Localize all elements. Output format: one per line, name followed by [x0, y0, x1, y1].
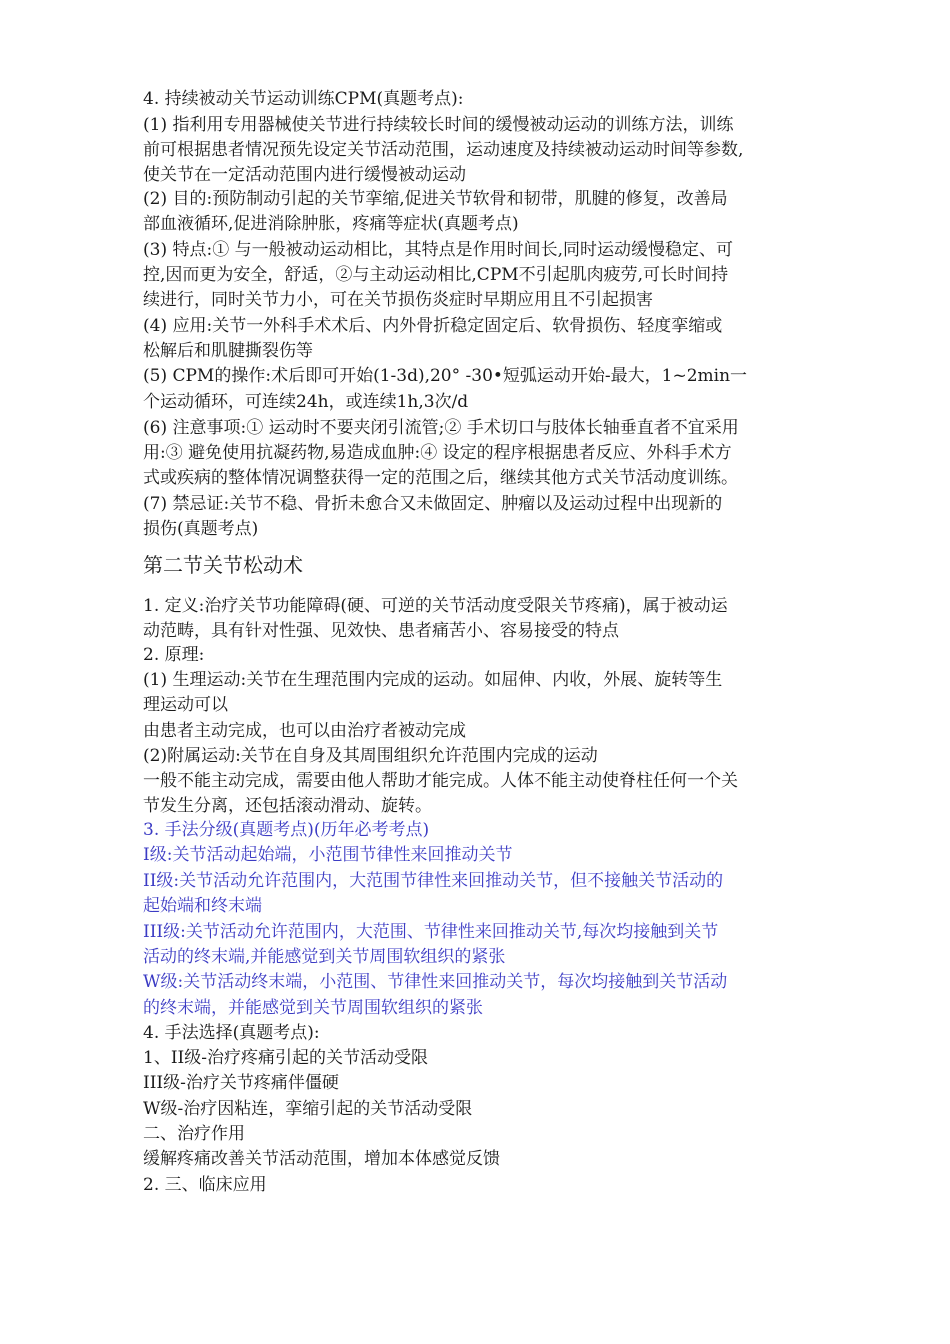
paragraph-line: 前可根据患者情况预先设定关节活动范围，运动速度及持续被动运动时间等参数,	[143, 140, 744, 160]
highlight-line: 活动的终末端,并能感觉到关节周围软组织的紧张	[143, 947, 506, 967]
paragraph-line: 1. 定义:治疗关节功能障碍(硬、可逆的关节活动度受限关节疼痛)，属于被动运	[143, 596, 728, 616]
paragraph-line: III级-治疗关节疼痛伴僵硬	[143, 1073, 339, 1093]
paragraph-line: (4) 应用:关节一外科手术术后、内外骨折稳定固定后、软骨损伤、轻度挛缩或	[143, 316, 723, 336]
highlight-line: W级:关节活动终末端，小范围、节律性来回推动关节，每次均接触到关节活动	[143, 972, 728, 992]
paragraph-line: 动范畴，具有针对性强、见效快、患者痛苦小、容易接受的特点	[143, 621, 619, 641]
paragraph-line: 使关节在一定活动范围内进行缓慢被动运动	[143, 165, 466, 185]
paragraph-line: 续进行，同时关节力小，可在关节损伤炎症时早期应用且不引起损害	[143, 290, 653, 310]
highlight-line: I级:关节活动起始端，小范围节律性来回推动关节	[143, 845, 513, 865]
paragraph-line: 控,因而更为安全，舒适，②与主动运动相比,CPM不引起肌肉疲劳,可长时间持	[143, 265, 729, 285]
paragraph-line: 节发生分离，还包括滚动滑动、旋转。	[143, 796, 432, 816]
paragraph-line: 用:③ 避免使用抗凝药物,易造成血肿:④ 设定的程序根据患者反应、外科手术方	[143, 443, 732, 463]
paragraph-line: 松解后和肌腱撕裂伤等	[143, 341, 313, 361]
paragraph-line: (6) 注意事项:① 运动时不要夹闭引流管;② 手术切口与肢体长轴垂直者不宜采用	[143, 418, 739, 438]
paragraph-line: (1) 生理运动:关节在生理范围内完成的运动。如屈伸、内收，外展、旋转等生	[143, 670, 723, 690]
paragraph-line: 二、治疗作用	[143, 1124, 245, 1144]
paragraph-line: 个运动循环，可连续24h，或连续1h,3次/d	[143, 392, 469, 412]
paragraph-line: 缓解疼痛改善关节活动范围，增加本体感觉反馈	[143, 1149, 500, 1169]
paragraph-line: 4. 手法选择(真题考点):	[143, 1023, 320, 1043]
paragraph-line: 由患者主动完成，也可以由治疗者被动完成	[143, 721, 466, 741]
highlight-line: III级:关节活动允许范围内，大范围、节律性来回推动关节,每次均接触到关节	[143, 922, 719, 942]
paragraph-line: 2. 原理:	[143, 645, 205, 665]
paragraph-line: (2)附属运动:关节在自身及其周围组织允许范围内完成的运动	[143, 746, 598, 766]
paragraph-line: (5) CPM的操作:术后即可开始(1-3d),20° -30•短弧运动开始-最大，1~2min一	[143, 366, 748, 386]
section-title: 第二节关节松动术	[143, 553, 303, 577]
paragraph-line: 一般不能主动完成，需要由他人帮助才能完成。人体不能主动使脊柱任何一个关	[143, 771, 738, 791]
paragraph-line: 1、II级-治疗疼痛引起的关节活动受限	[143, 1048, 428, 1068]
highlight-line: 3. 手法分级(真题考点)(历年必考考点)	[143, 820, 430, 840]
paragraph-line: (2) 目的:预防制动引起的关节挛缩,促进关节软骨和韧带，肌腱的修复，改善局	[143, 189, 728, 209]
paragraph-line: 损伤(真题考点)	[143, 519, 259, 539]
paragraph-line: 2. 三、临床应用	[143, 1175, 267, 1195]
highlight-line: 的终末端，并能感觉到关节周围软组织的紧张	[143, 998, 483, 1018]
section-heading-cpm: 4. 持续被动关节运动训练CPM(真题考点):	[143, 89, 464, 109]
highlight-line: 起始端和终末端	[143, 896, 262, 916]
paragraph-line: (1) 指利用专用器械使关节进行持续较长时间的缓慢被动运动的训练方法，训练	[143, 115, 734, 135]
paragraph-line: 理运动可以	[143, 695, 228, 715]
paragraph-line: (7) 禁忌证:关节不稳、骨折未愈合又未做固定、肿瘤以及运动过程中出现新的	[143, 494, 723, 514]
paragraph-line: (3) 特点:① 与一般被动运动相比，其特点是作用时间长,同时运动缓慢稳定、可	[143, 240, 734, 260]
highlight-line: II级:关节活动允许范围内，大范围节律性来回推动关节，但不接触关节活动的	[143, 871, 724, 891]
paragraph-line: 部血液循环,促进消除肿胀，疼痛等症状(真题考点)	[143, 214, 519, 234]
paragraph-line: W级-治疗因粘连，挛缩引起的关节活动受限	[143, 1099, 473, 1119]
paragraph-line: 式或疾病的整体情况调整获得一定的范围之后，继续其他方式关节活动度训练。	[143, 468, 738, 488]
